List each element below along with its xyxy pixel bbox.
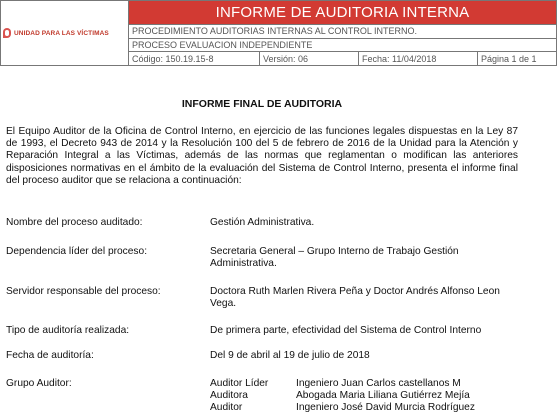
process-name: PROCESO EVALUACION INDEPENDIENTE xyxy=(129,38,557,52)
field-value-audit-type: De primera parte, efectividad del Sistema de Control Interno xyxy=(210,325,482,336)
field-value-responsible: Doctora Ruth Marlen Rivera Peña y Doctor Andrés Alfonso Leon Vega. xyxy=(210,286,500,310)
field-label-audit-type: Tipo de auditoría realizada: xyxy=(6,325,130,336)
auditor-role: Auditor Líder xyxy=(210,378,269,389)
logo-text: UNIDAD PARA LAS VÍCTIMAS xyxy=(14,29,109,37)
auditor-name: Ingeniero José David Murcia Rodríguez xyxy=(296,402,475,413)
intro-paragraph: El Equipo Auditor de la Oficina de Control Interno, en ejercicio de las funciones legales dispuestas en la Ley 87 de 1993, el Decreto 943 de 2014 y la Resolución 100 del 5 de febrero de 2016 de la Unidad para la Atención y Reparación Integral a las Víctimas, además de las normas que reglamentan o modifican las anteriores disposiciones normativas en el ámbito de la evaluación del Sistema de Control Interno, presenta el informe final del proceso auditor que se relaciona a continuación: xyxy=(6,126,518,186)
field-label-audit-group: Grupo Auditor: xyxy=(6,378,72,389)
document-date: Fecha: 11/04/2018 xyxy=(359,52,478,66)
report-title-bar: INFORME DE AUDITORIA INTERNA xyxy=(129,1,557,25)
document-header xyxy=(0,0,557,66)
logo xyxy=(1,1,128,65)
auditor-name: Abogada Maria Liliana Gutiérrez Mejía xyxy=(296,390,470,401)
logo-cell xyxy=(1,1,129,66)
document-title: INFORME FINAL DE AUDITORIA xyxy=(181,98,343,110)
procedure-name: PROCEDIMIENTO AUDITORIAS INTERNAS AL CONTROL INTERNO. xyxy=(129,24,557,38)
field-value-process: Gestión Administrativa. xyxy=(210,217,315,228)
unidad-victimas-logo-icon xyxy=(3,28,11,38)
field-label-process: Nombre del proceso auditado: xyxy=(6,217,143,228)
field-label-responsible: Servidor responsable del proceso: xyxy=(6,286,161,297)
field-label-dependency: Dependencia líder del proceso: xyxy=(6,246,148,257)
field-value-dependency: Secretaria General – Grupo Interno de Trabajo Gestión Administrativa. xyxy=(210,246,459,270)
field-label-audit-date: Fecha de auditoría: xyxy=(6,350,94,361)
document-version: Versión: 06 xyxy=(260,52,359,66)
auditor-role: Auditor xyxy=(210,402,243,413)
field-value-audit-date: Del 9 de abril al 19 de julio de 2018 xyxy=(210,350,370,361)
auditor-name: Ingeniero Juan Carlos castellanos M xyxy=(296,378,461,389)
page-number: Página 1 de 1 xyxy=(478,52,557,66)
auditor-role: Auditora xyxy=(210,390,248,401)
document-code: Código: 150.19.15-8 xyxy=(129,52,260,66)
